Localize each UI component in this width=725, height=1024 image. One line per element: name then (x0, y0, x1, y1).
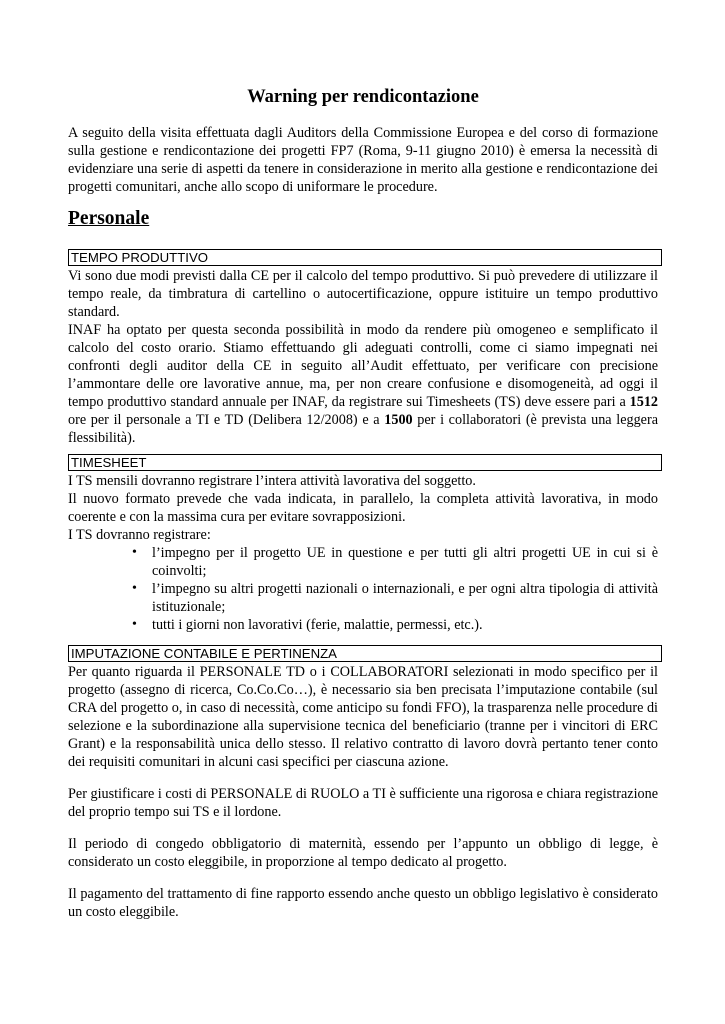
intro-paragraph: A seguito della visita effettuata dagli Auditors della Commissione Europea e del corso di formazione sulla gestione e rendicontazione dei progetti FP7 (Roma, 9-11 giugno 2010) è emersa la necessità di evidenziare una serie di aspetti da tenere in considerazione in merito alla gestione e rendicontazione dei progetti comunitari, anche allo scopo di uniformare le procedure. (68, 125, 658, 195)
section-heading-personale: Personale (68, 208, 150, 229)
imputazione-paragraph-2: Per giustificare i costi di PERSONALE di RUOLO a TI è sufficiente una rigorosa e chiara registrazione del proprio tempo sui TS e il lordone. (68, 786, 658, 820)
tempo-paragraph-1: Vi sono due modi previsti dalla CE per il calcolo del tempo produttivo. Si può prevedere di utilizzare il tempo reale, da timbratura di cartellino o autocertificazione, oppure istituire un tempo produttivo standard. (68, 268, 658, 320)
box-tempo-produttivo: TEMPO PRODUTTIVO (68, 249, 662, 266)
hours-ti-td: 1512 (629, 394, 658, 410)
document-title: Warning per rendicontazione (247, 87, 479, 107)
tempo-paragraph-2 (68, 321, 658, 447)
timesheet-paragraph-2: Il nuovo formato prevede che vada indicata, in parallelo, la completa attività lavorativa, in modo coerente e con la massima cura per evitare sovrapposizioni. (68, 491, 658, 525)
imputazione-section (68, 663, 658, 921)
tempo-text-c: per i collaboratori (è prevista una leggera flessibilità). (68, 412, 658, 446)
imputazione-paragraph-1: Per quanto riguarda il PERSONALE TD o i COLLABORATORI selezionati in modo specifico per il progetto (assegno di ricerca, Co.Co.Co…), è necessario sia ben precisata l’imputazione contabile (sul CRA del progetto o, in caso di necessità, come anticipo su fondi FFO), la trasparenza nelle procedure di selezione e la subordinazione alla supervisione tecnica del beneficiario (tranne per i vincitori di ERC Grant) e la responsabilità unica dello stesso. Il relativo contratto di lavoro dovrà pertanto tener conto dei requisiti comunitari in alcuni casi specifici per ciascuna azione. (68, 664, 658, 770)
list-item: • tutti i giorni non lavorativi (ferie, malattie, permessi, etc.). (152, 616, 658, 634)
timesheet-section (68, 472, 658, 634)
timesheet-bullet-list (68, 544, 658, 634)
tempo-text-a: INAF ha optato per questa seconda possibilità in modo da rendere più omogeneo e semplificato il calcolo del costo orario. Stiamo effettuando gli adeguati controlli, come ci siamo impegnati nei confronti degli auditor della CE in seguito all’Audit effettuato, per verificare con precisione l’ammontare delle ore lavorative annue, ma, per non creare confusione e disomogeneità, ad oggi il tempo produttivo standard annuale per INAF, da registrare sui Timesheets (TS) deve essere pari a (68, 322, 658, 410)
timesheet-paragraph-1: I TS mensili dovranno registrare l’intera attività lavorativa del soggetto. (68, 473, 476, 489)
imputazione-paragraph-3: Il periodo di congedo obbligatorio di maternità, essendo per l’appunto un obbligo di legge, è considerato un costo eleggibile, in proporzione al tempo dedicato al progetto. (68, 836, 658, 870)
box-timesheet: TIMESHEET (68, 454, 662, 471)
imputazione-paragraph-4: Il pagamento del trattamento di fine rapporto essendo anche questo un obbligo legislativo è considerato un costo eleggibile. (68, 886, 658, 920)
timesheet-paragraph-3: I TS dovranno registrare: (68, 527, 211, 543)
tempo-produttivo-section (68, 267, 658, 447)
list-item: • l’impegno su altri progetti nazionali o internazionali, e per ogni altra tipologia di attività istituzionale; (152, 580, 658, 616)
list-item: • l’impegno per il progetto UE in questione e per tutti gli altri progetti UE in cui si è coinvolti; (152, 544, 658, 580)
hours-collaboratori: 1500 (384, 412, 413, 428)
tempo-text-b: ore per il personale a TI e TD (Delibera 12/2008) e a (68, 412, 385, 428)
box-imputazione: IMPUTAZIONE CONTABILE E PERTINENZA (68, 645, 662, 662)
